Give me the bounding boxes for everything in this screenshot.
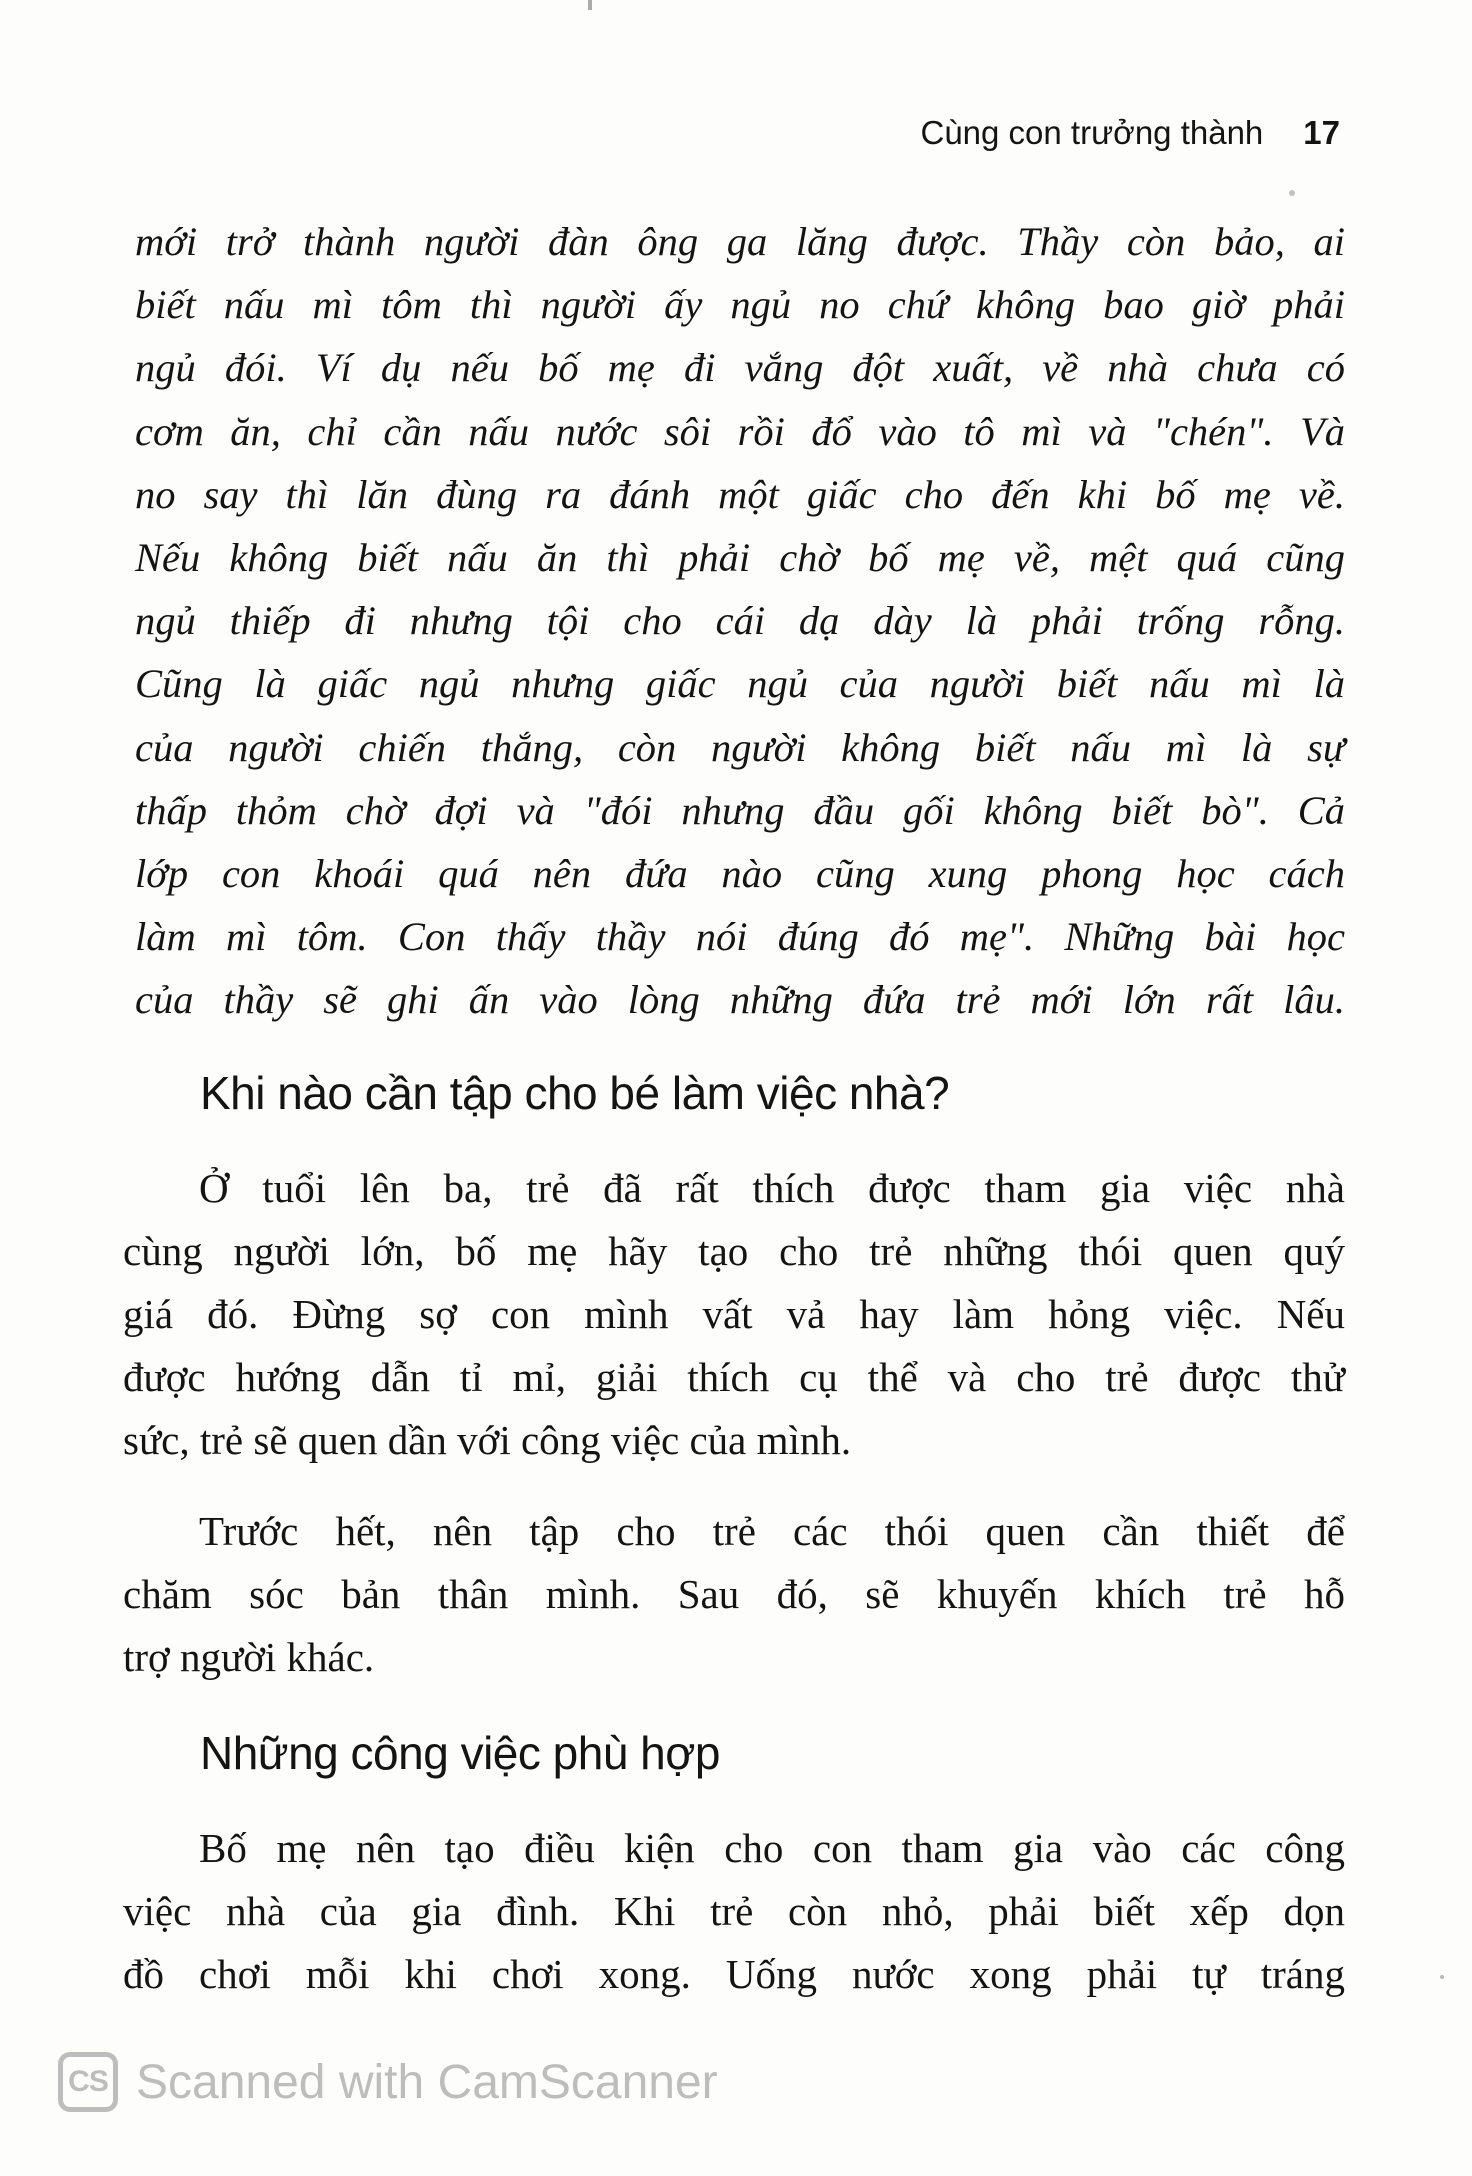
quoted-passage-line: Nếu không biết nấu ăn thì phải chờ bố mẹ về, mệt quá cũng <box>135 534 1345 580</box>
paragraph-line: đồ chơi mỗi khi chơi xong. Uống nước xong phải tự tráng <box>123 1951 1345 1997</box>
paragraph-line: được hướng dẫn tỉ mỉ, giải thích cụ thể và cho trẻ được thử <box>123 1354 1345 1400</box>
scan-artifact-mark <box>588 0 592 10</box>
quoted-passage-line: ngủ thiếp đi nhưng tội cho cái dạ dày là phải trống rỗng. <box>135 598 1345 644</box>
page-number: 17 <box>1303 114 1340 151</box>
running-header-title: Cùng con trưởng thành <box>920 114 1264 151</box>
paragraph <box>123 1817 1345 2006</box>
quoted-passage-line: Cũng là giấc ngủ nhưng giấc ngủ của người biết nấu mì là <box>135 661 1345 707</box>
paragraph <box>123 1500 1345 1689</box>
quoted-passage-line: ngủ đói. Ví dụ nếu bố mẹ đi vắng đột xuất, về nhà chưa có <box>135 345 1345 391</box>
quoted-passage-line: của người chiến thắng, còn người không biết nấu mì là sự <box>135 724 1345 770</box>
quoted-passage-line: làm mì tôm. Con thấy thầy nói đúng đó mẹ". Những bài học <box>135 914 1345 960</box>
quoted-passage-line: biết nấu mì tôm thì người ấy ngủ no chứ không bao giờ phải <box>135 282 1345 328</box>
quoted-passage-line: của thầy sẽ ghi ấn vào lòng những đứa trẻ mới lớn rất lâu. <box>135 977 1345 1023</box>
quoted-passage-line: mới trở thành người đàn ông ga lăng được. Thầy còn bảo, ai <box>135 219 1345 264</box>
section-heading-suitable-tasks: Những công việc phù hợp <box>200 1727 721 1779</box>
paragraph-line: Ở tuổi lên ba, trẻ đã rất thích được tham gia việc nhà <box>199 1165 1345 1211</box>
watermark-text: Scanned with CamScanner <box>136 2055 718 2109</box>
camscanner-watermark <box>58 2050 718 2114</box>
quoted-passage-line: no say thì lăn đùng ra đánh một giấc cho đến khi bố mẹ về. <box>135 471 1345 517</box>
paragraph-line: việc nhà của gia đình. Khi trẻ còn nhỏ, phải biết xếp dọn <box>123 1888 1345 1934</box>
quoted-passage-line: lớp con khoái quá nên đứa nào cũng xung phong học cách <box>135 850 1345 896</box>
running-header <box>900 108 1340 158</box>
paragraph-line: trợ người khác. <box>123 1634 375 1680</box>
paragraph-line: Bố mẹ nên tạo điều kiện cho con tham gia vào các công <box>199 1825 1345 1871</box>
quoted-passage-line: cơm ăn, chỉ cần nấu nước sôi rồi đổ vào tô mì và "chén". Và <box>135 408 1345 454</box>
quoted-passage <box>135 210 1345 1031</box>
paragraph <box>123 1157 1345 1472</box>
quoted-passage-line: thấp thỏm chờ đợi và "đói nhưng đầu gối không biết bò". Cả <box>135 787 1345 833</box>
paragraph-line: giá đó. Đừng sợ con mình vất vả hay làm hỏng việc. Nếu <box>123 1291 1345 1337</box>
paragraph-line: cùng người lớn, bố mẹ hãy tạo cho trẻ những thói quen quý <box>123 1228 1345 1274</box>
scan-artifact-dot <box>1440 1975 1444 1979</box>
paragraph-line: chăm sóc bản thân mình. Sau đó, sẽ khuyến khích trẻ hỗ <box>123 1571 1345 1617</box>
paragraph-line: Trước hết, nên tập cho trẻ các thói quen cần thiết để <box>199 1508 1345 1554</box>
section-heading-household-chores: Khi nào cần tập cho bé làm việc nhà? <box>200 1067 950 1119</box>
paragraph-line: sức, trẻ sẽ quen dần với công việc của mình. <box>123 1417 852 1463</box>
camscanner-logo-icon: CS <box>58 2052 118 2112</box>
scan-artifact-dot <box>1289 190 1295 196</box>
